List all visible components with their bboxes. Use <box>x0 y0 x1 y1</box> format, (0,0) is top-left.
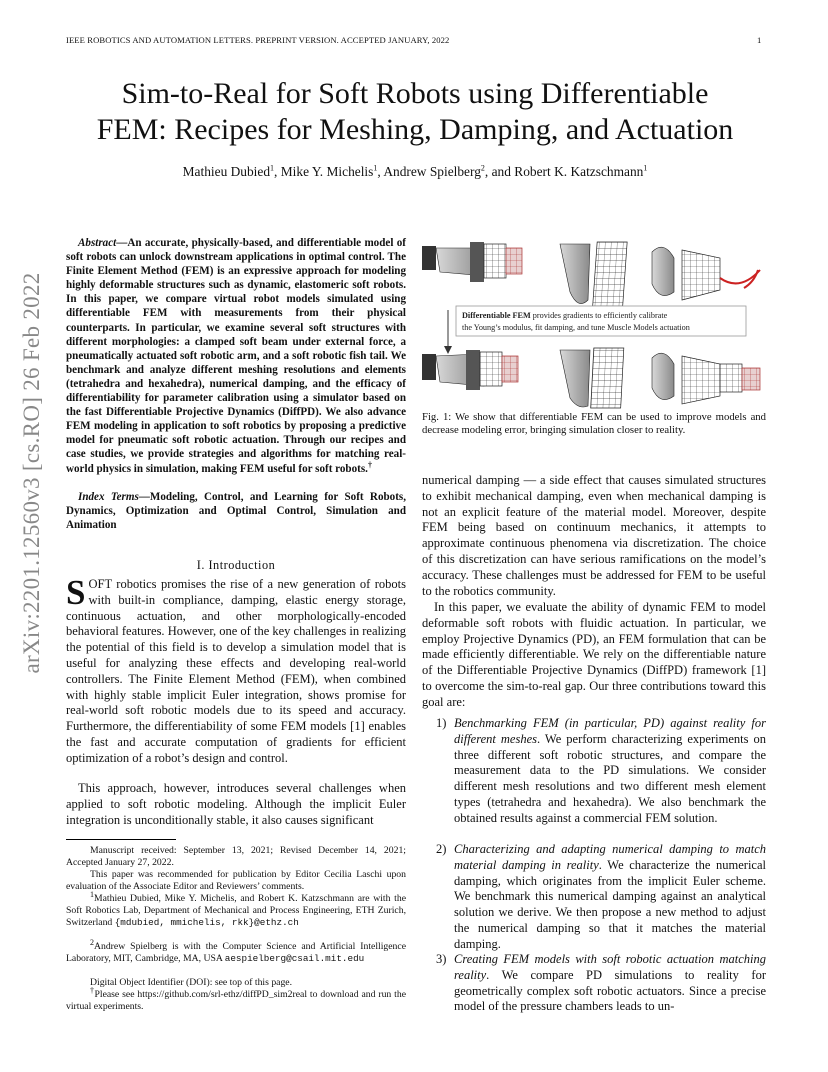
contribution-text: . We perform characterizing experiments on three different soft robotic structures, and compare the measurement data to the PD simulations. We consider different mesh resolutions and two different mesh element types (tetrahedra and hexahedra). We also benchmark the obtained results against a commercial FEM solution. <box>454 731 766 825</box>
contribution-title: Characterizing and adapting numerical damping to match material damping in reality <box>454 842 766 872</box>
author-affiliation: 1 <box>270 163 275 173</box>
figure-box-line-1: Differentiable FEM provides gradients to efficiently calibrate <box>462 311 668 320</box>
footnote-affiliation-2: $^2$Andrew Spielberg is with the Computer Science and Artificial Intelligence Laboratory, MIT, Cambridge, MA, USA aespielberg@csail.mit.edu <box>66 937 406 964</box>
contribution-title: Creating FEM models with soft robotic actuation matching reality <box>454 952 766 982</box>
author-name: Robert K. Katzschmann <box>514 164 644 179</box>
intro-paragraph-1-text: OFT robotics promises the rise of a new generation of robots with built-in compliance, damping, elastic energy storage, continuous actuation, and other morphologically-encoded behavioral features. However, one of the key challenges in realizing the potential of this field is to develop a simulation model that is useful for analyzing these effects and developing real-world controllers. The Finite Element Method (FEM), when combined with highly stable implicit Euler integration, shows promise for real-world soft robotic models due to its speed and accuracy. Furthermore, the differentiability of some FEM models [1] enables the fast and accurate computation of gradients for efficient optimization of a robot’s design and control. <box>66 577 406 765</box>
figure-box-line-2: the Young’s modulus, fit damping, and tune Muscle Models actuation <box>462 323 690 332</box>
section-heading: I. Introduction <box>196 558 276 572</box>
right-paragraph-continuation: numerical damping — a side effect that causes simulated structures to exhibit mechanical damping, even when mechanical damping is not an explicit feature of the material model. Moreover, despite FEM being based on continuum mechanics, it attempts to approximate continuous phenomena via discretization. The choice of this discretization can have serious ramifications on the model’s accuracy. These challenges must be addressed for FEM to be useful to the robotics community. <box>422 473 766 598</box>
contribution-item <box>422 952 766 1015</box>
author-name: Mathieu Dubied <box>182 164 271 179</box>
contribution-item <box>422 842 766 953</box>
author-affiliation: 1 <box>373 163 378 173</box>
author-name: Andrew Spielberg <box>383 164 481 179</box>
contribution-number: 3) <box>436 952 447 966</box>
contribution-text: . We compare PD simulations to reality for geometrically complex soft robotic actuators. Since a precise model of the pressure chambers leads to un- <box>454 967 766 1014</box>
contribution-number: 2) <box>436 842 447 856</box>
figure-1 <box>420 230 764 410</box>
index-terms-label: Index Terms <box>78 491 139 503</box>
intro-paragraph-1 <box>66 573 406 767</box>
figure-top-row <box>422 242 760 306</box>
footnote-rule <box>66 839 176 840</box>
affiliation-1-email: {mdubied, mmichelis, rkk}@ethz.ch <box>114 917 299 928</box>
author-affiliation: 1 <box>643 163 648 173</box>
footnote-received: Manuscript received: September 13, 2021; Revised December 14, 2021; Accepted January 27, 2022. <box>66 845 406 868</box>
author-affiliation: 2 <box>480 163 485 173</box>
right-paragraph-in-this-paper: In this paper, we evaluate the ability of dynamic FEM to model deformable soft robots with fluidic actuation. In particular, we employ Projective Dynamics (PD), an FEM formulation that can be made efficiently differentiable. We rely on the differentiable nature of the Differentiable Projective Dynamics (DiffPD) framework [1] to overcome the sim-to-real gap. Our three contributions toward this goal are: <box>422 600 766 709</box>
contribution-item <box>422 716 766 827</box>
contribution-number: 1) <box>436 716 447 730</box>
abstract-text: —An accurate, physically-based, and differentiable model of soft robots can unlock downstream applications in optimal control. The Finite Element Method (FEM) is an expressive approach for modeling highly deformable structures such as dynamic, elastomeric soft robots. In this paper, we compare virtual robot models simulated using differentiable FEM with measurements from their physical counterparts. In particular, we examine several soft structures with different morphologies: a clamped soft beam under external force, a pneumatically actuated soft robotic arm, and a soft robotic fish tail. We benchmark and analyze different meshing resolutions and elements (tetrahedra and hexahedra), numerical damping, and the efficacy of differentiability for parameter calibration using a simulator based on the fast Differentiable Projective Dynamics (DiffPD). We also advance FEM modeling in application to soft robotics by proposing a predictive model for pneumatic soft robotic actuation. Through our recipes and case studies, we provide strategies and algorithms for matching real-world physics in simulation, making FEM useful for soft robots. <box>66 237 406 475</box>
author-list: Mathieu Dubied$^1$, Mike Y. Michelis$^1$, Andrew Spielberg$^2$, and Robert K. Katzschmann$^1$ <box>182 163 648 179</box>
affiliation-2-text: Andrew Spielberg is with the Computer Science and Artificial Intelligence Laboratory, MIT, Cambridge, MA, USA <box>66 941 406 964</box>
arrow-head-icon <box>444 346 452 354</box>
contribution-text: . We characterize the numerical damping, which originates from the implicit Euler scheme. We benchmark this numerical damping against an analytical solution we derive. We then propose a new method to adjust the numerical damping so that it matches the material damping. <box>454 857 766 951</box>
affiliation-2-email: aespielberg@csail.mit.edu <box>224 953 365 964</box>
footnote-doi: Digital Object Identifier (DOI): see top of this page. <box>90 977 293 988</box>
figure-bottom-row <box>422 348 760 408</box>
page-number: 1 <box>757 35 762 45</box>
figure-caption: Fig. 1: We show that differentiable FEM can be used to improve models and decrease modeling error, bringing simulation closer to reality. <box>422 411 766 436</box>
drop-cap: S <box>66 573 86 612</box>
footnote-dagger: †Please see https://github.com/srl-ethz/diffPD_sim2real to download and run the virtual experiments. <box>66 985 406 1012</box>
abstract-footnote-mark: † <box>367 459 372 469</box>
intro-paragraph-2: This approach, however, introduces several challenges when applied to soft robotic modeling. Although the implicit Euler integration is unconditionally stable, it also causes significant <box>66 781 406 827</box>
title-line-2: FEM: Recipes for Meshing, Damping, and Actuation <box>96 113 734 146</box>
index-terms <box>66 490 406 532</box>
author-name: Mike Y. Michelis <box>280 164 374 179</box>
footnote-affiliation-1: $^1$Mathieu Dubied, Mike Y. Michelis, and Robert K. Katzschmann are with the Soft Robotics Lab, Department of Mechanical and Process Engineering, ETH Zurich, Switzerland {mdubied, mmichelis, rkk}@ethz.ch <box>66 889 406 928</box>
running-header: IEEE ROBOTICS AND AUTOMATION LETTERS. PREPRINT VERSION. ACCEPTED JANUARY, 2022 <box>66 35 450 45</box>
abstract <box>66 236 406 476</box>
contribution-title: Benchmarking FEM (in particular, PD) against reality for different meshes <box>454 716 766 746</box>
title-line-1: Sim-to-Real for Soft Robots using Differentiable <box>121 77 709 110</box>
affiliation-1-text: Mathieu Dubied, Mike Y. Michelis, and Robert K. Katzschmann are with the Soft Robotics Lab, Department of Mechanical and Process Engineering, ETH Zurich, Switzerland <box>66 893 406 928</box>
footnote-recommended: This paper was recommended for publication by Editor Cecilia Laschi upon evaluation of the Associate Editor and Reviewers’ comments. <box>66 869 406 892</box>
arxiv-stamp: arXiv:2201.12560v3 [cs.RO] 26 Feb 2022 <box>19 272 44 674</box>
dagger-text: Please see https://github.com/srl-ethz/diffPD_sim2real to download and run the virtual experiments. <box>66 989 406 1012</box>
index-terms-text: —Modeling, Control, and Learning for Soft Robots, Dynamics, Optimization and Optimal Control, Simulation and Animation <box>66 491 406 532</box>
abstract-label: Abstract <box>78 237 117 249</box>
paper-title <box>40 76 790 148</box>
